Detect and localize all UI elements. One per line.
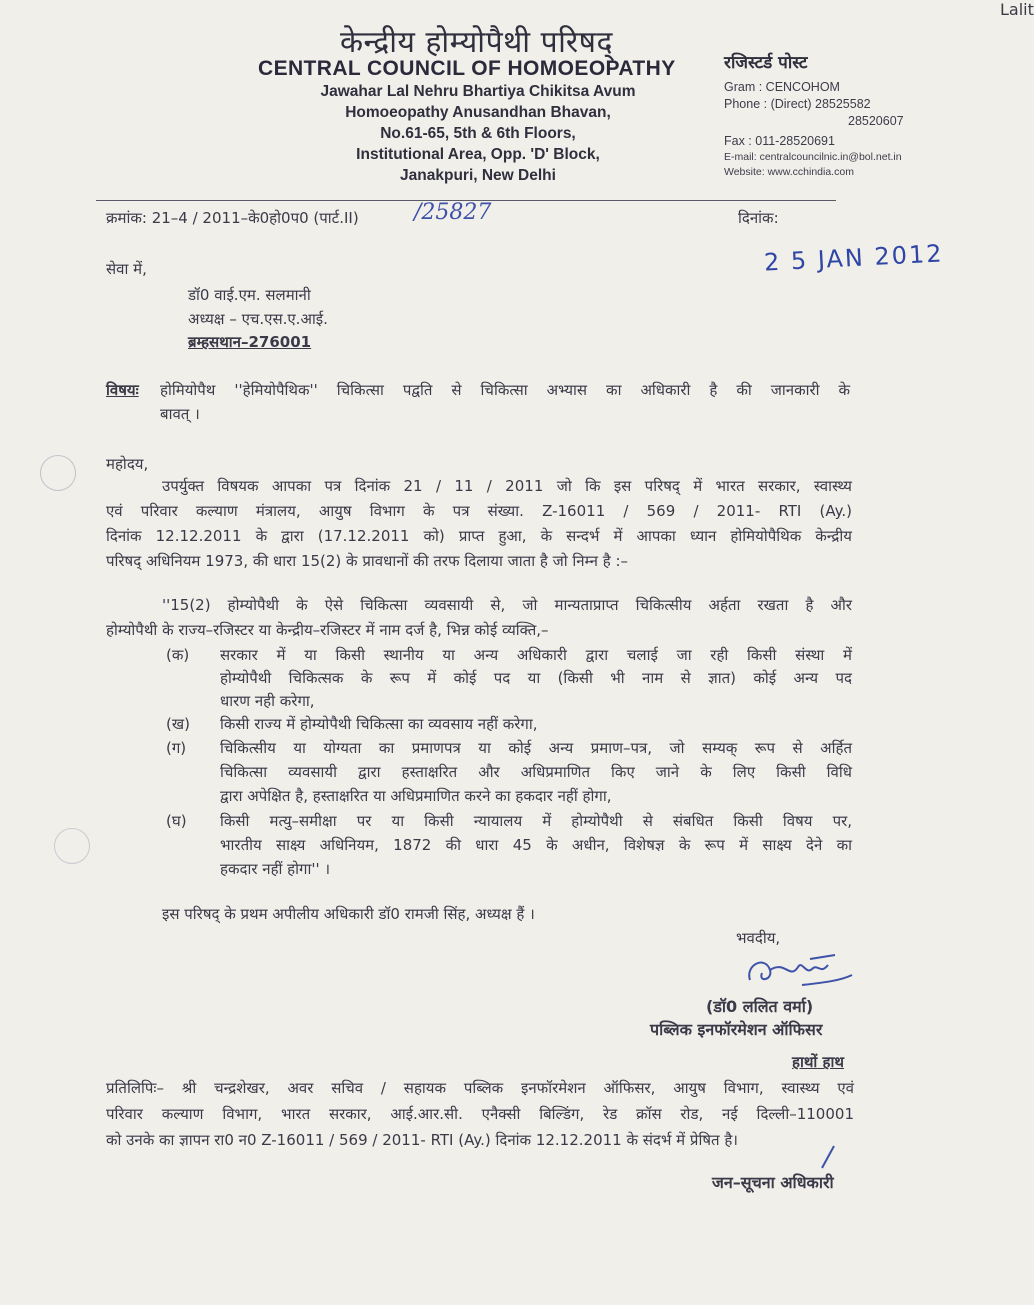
copy-to-line-3: को उनके का ज्ञापन रा0 न0 Z-16011 / 569 / 2011- RTI (Ay.) दिनांक 12.12.2011 के संदर्भ में प्रेषित है। bbox=[106, 1131, 738, 1149]
by-hand-label: हाथों हाथ bbox=[792, 1053, 844, 1071]
para1-line-2: एवं परिवार कल्याण मंत्रालय, आयुष विभाग के पत्र संख्या. Z-16011 / 569 / 2011- RTI (Ay.) bbox=[106, 502, 852, 520]
quote-intro-line-2: होम्योपैथी के राज्य–रजिस्टर या केन्द्रीय–रजिस्टर में नाम दर्ज है, भिन्न कोई व्यक्ति,– bbox=[106, 621, 549, 639]
clause-kha-line-1: किसी राज्य में होम्योपैथी चिकित्सा का व्यवसाय नहीं करेगा, bbox=[220, 715, 538, 733]
addressee-place: ब्रम्हसथान–276001 bbox=[188, 333, 312, 351]
yours-faithfully: भवदीय, bbox=[736, 929, 781, 947]
appeal-officer-line: इस परिषद् के प्रथम अपीलीय अधिकारी डॉ0 रामजी सिंह, अध्यक्ष हैं । bbox=[162, 905, 535, 923]
clause-kha-mark: (ख) bbox=[166, 715, 190, 733]
punch-hole-top bbox=[40, 455, 76, 491]
date-stamp: 2 5 JAN 2012 bbox=[763, 239, 945, 277]
signatory-name: (डॉ0 ललित वर्मा) bbox=[706, 997, 814, 1016]
subject-label: विषयः bbox=[106, 381, 139, 399]
quote-intro-line-1: ''15(2) होम्योपैथी के ऐसे चिकित्सा व्यवसायी से, जो मान्यताप्राप्त चिकित्सीय अर्हता रखता है और bbox=[162, 596, 852, 614]
subject-line-1: होमियोपैथ ''हेमियोपैथिक'' चिकित्सा पद्वति से चिकित्सा अभ्यास का अधिकारी है की जानकारी के bbox=[160, 381, 850, 399]
registered-post-label: रजिस्टर्ड पोस्ट bbox=[724, 53, 808, 73]
address-line-2: Homoeopathy Anusandhan Bhavan, bbox=[345, 104, 611, 121]
council-english-name: CENTRAL COUNCIL OF HOMOEOPATHY bbox=[258, 57, 676, 80]
clause-ga-line-3: द्वारा अपेक्षित है, हस्ताक्षरित या अधिप्रमाणित करने का हकदार नहीं होगा, bbox=[220, 787, 612, 805]
para1-line-1: उपर्युक्त विषयक आपका पत्र दिनांक 21 / 11 / 2011 जो कि इस परिषद् में भारत सरकार, स्वास्थ्य bbox=[162, 477, 852, 495]
address-line-1: Jawahar Lal Nehru Bhartiya Chikitsa Avum bbox=[320, 83, 636, 100]
para1-line-3: दिनांक 12.12.2011 के द्वारा (17.12.2011 को) प्राप्त हुआ, के सन्दर्भ में आपका ध्यान होमियोपैथिक केन्द्रीय bbox=[106, 527, 852, 545]
address-line-3: No.61-65, 5th & 6th Floors, bbox=[380, 125, 576, 142]
fax-line: Fax : 011-28520691 bbox=[724, 134, 835, 148]
phone-line: Phone : (Direct) 28525582 bbox=[724, 97, 871, 111]
para1-line-4: परिषद् अधिनियम 1973, की धारा 15(2) के प्रावधानों की तरफ दिलाया जाता है जो निम्न है :– bbox=[106, 552, 629, 570]
copy-to-line-1: प्रतिलिपिः– श्री चन्द्रशेखर, अवर सचिव / सहायक पब्लिक इनफॉरमेशन ऑफिसर, आयुष विभाग, स्वास्थ्य एवं bbox=[106, 1079, 854, 1097]
addressee-to: सेवा में, bbox=[106, 260, 147, 278]
reference-number: क्रमांक: 21–4 / 2011–के0हो0प0 (पार्ट.II) bbox=[106, 209, 359, 227]
clause-ka-line-3: धारण नही करेगा, bbox=[220, 692, 315, 710]
address-line-4: Institutional Area, Opp. 'D' Block, bbox=[356, 146, 600, 163]
handwritten-reference: /25827 bbox=[414, 200, 492, 225]
gram-line: Gram : CENCOHOM bbox=[724, 80, 840, 94]
addressee-designation: अध्यक्ष – एच.एस.ए.आई. bbox=[188, 310, 328, 328]
punch-hole-bottom bbox=[54, 828, 90, 864]
signature-tick bbox=[818, 1144, 838, 1170]
clause-gha-line-1: किसी मत्यु–समीक्षा पर या किसी न्यायालय में होम्योपैथी से संबधित किसी विषय पर, bbox=[220, 812, 852, 830]
clause-ga-line-1: चिकित्सीय या योग्यता का प्रमाणपत्र या कोई अन्य प्रमाण–पत्र, जो सम्यक् रूप से अर्हित bbox=[220, 739, 852, 757]
clause-ka-line-1: सरकार में या किसी स्थानीय या अन्य अधिकारी द्वारा चलाई जा रही किसी संस्था में bbox=[220, 646, 852, 664]
clause-gha-mark: (घ) bbox=[166, 812, 187, 830]
clause-ga-line-2: चिकित्सा व्यवसायी द्वारा हस्ताक्षरित और अधिप्रमाणित किए जाने के लिए किसी विधि bbox=[220, 763, 852, 781]
clause-gha-line-2: भारतीय साक्ष्य अधिनियम, 1872 की धारा 45 के अधीन, विशेषज्ञ के रूप में साक्ष्य देने का bbox=[220, 836, 852, 854]
subject-line-2: बावत् । bbox=[160, 405, 200, 423]
addressee-name: डॉ0 वाई.एम. सलमानी bbox=[188, 286, 311, 304]
clause-ga-mark: (ग) bbox=[166, 739, 187, 757]
clause-ka-mark: (क) bbox=[166, 646, 190, 664]
phone-line-2: 28520607 bbox=[848, 114, 904, 128]
council-hindi-name: केन्द्रीय होम्योपैथी परिषद् bbox=[340, 25, 613, 60]
date-label: दिनांक: bbox=[738, 209, 779, 227]
email-line: E-mail: centralcouncilnic.in@bol.net.in bbox=[724, 151, 902, 163]
signature-scribble bbox=[740, 945, 860, 995]
signatory-title: पब्लिक इनफॉरमेशन ऑफिसर bbox=[650, 1020, 823, 1039]
address-line-5: Janakpuri, New Delhi bbox=[400, 167, 556, 184]
clause-gha-line-3: हकदार नहीं होगा'' । bbox=[220, 860, 331, 878]
salutation: महोदय, bbox=[106, 455, 149, 473]
copy-to-line-2: परिवार कल्याण विभाग, भारत सरकार, आई.आर.सी. एनैक्सी बिल्डिंग, रेड क्रॉस रोड, नई दिल्ली–110001 bbox=[106, 1105, 854, 1123]
website-line: Website: www.cchindia.com bbox=[724, 166, 854, 178]
signature-text: Lalit bbox=[1000, 0, 1034, 19]
footer-signatory: जन–सूचना अधिकारी bbox=[712, 1173, 834, 1192]
clause-ka-line-2: होम्योपैथी चिकित्सक के रूप में कोई पद या (किसी भी नाम से ज्ञात) कोई अन्य पद bbox=[220, 669, 852, 687]
